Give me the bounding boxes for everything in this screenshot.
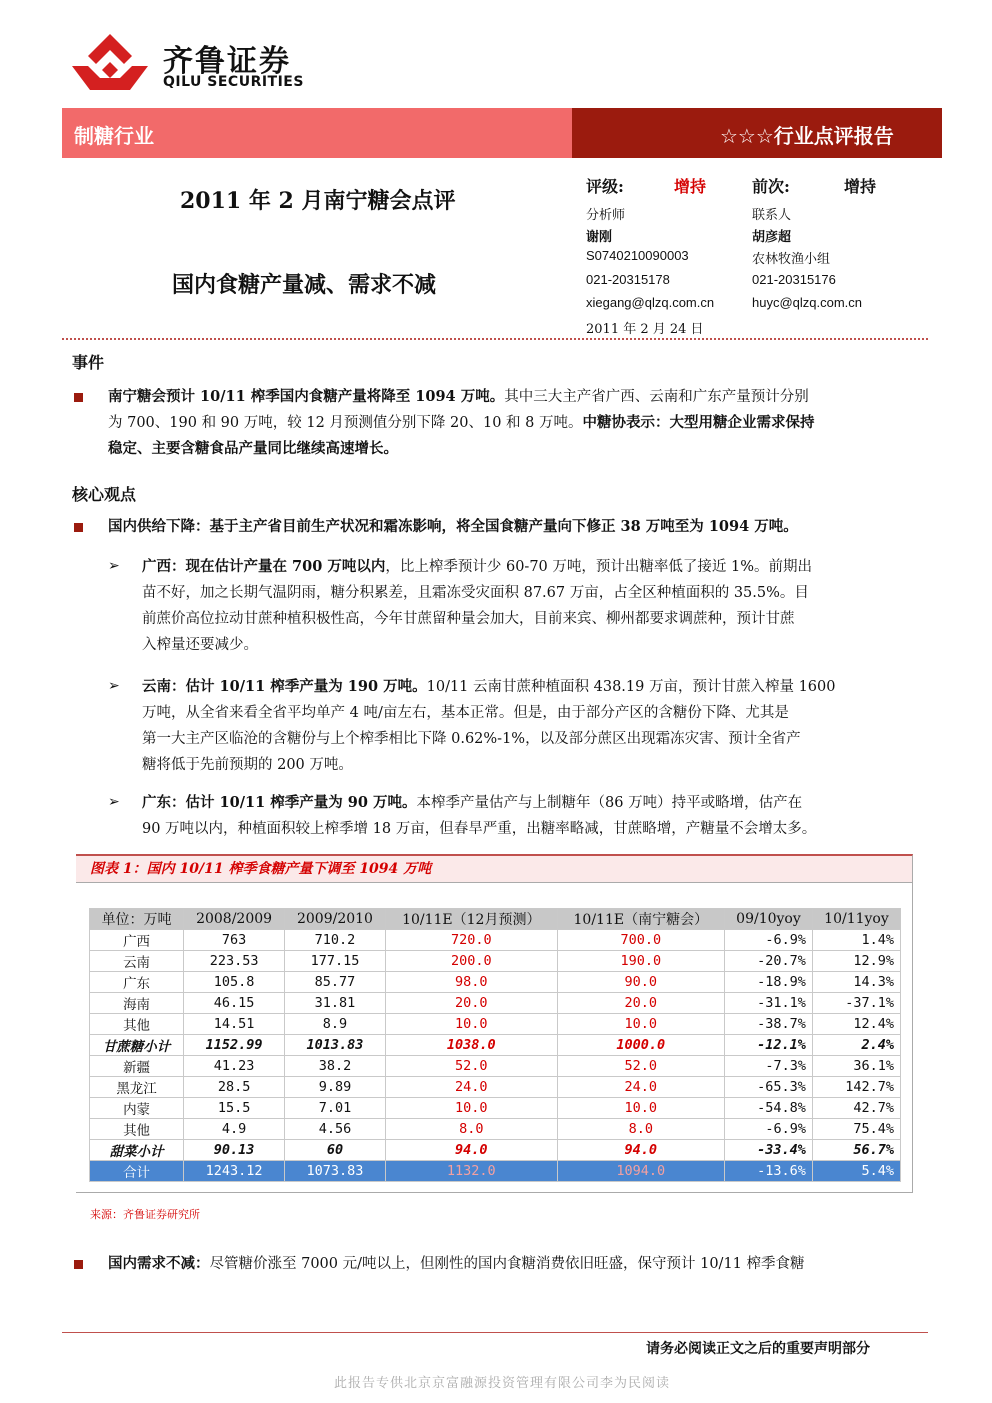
table-row <box>90 1119 901 1140</box>
table-row <box>90 972 901 993</box>
table-cell: 4.56 <box>285 1119 386 1140</box>
table-row-label: 内蒙 <box>90 1098 184 1119</box>
table-row-label: 甘蔗糖小计 <box>90 1035 184 1056</box>
guangdong-bold: 广东：估计 10/11 榨季产量为 90 万吨。 <box>142 794 417 811</box>
events-text-2: 为 700、190 和 90 万吨，较 12 月预测值分别下降 20、10 和 8 万吨。 <box>108 415 583 431</box>
table-row <box>90 1077 901 1098</box>
table-cell: 12.4% <box>812 1014 900 1035</box>
table-row-label: 广东 <box>90 972 184 993</box>
footer-divider <box>62 1332 928 1333</box>
yunnan-text-2: 万吨，从全省来看全省平均单产 4 吨/亩左右，基本正常。但是，由于部分产区的含糖份下降、尤其是 <box>142 705 789 721</box>
yunnan-text-1: 10/11 云南甘蔗种植面积 438.19 万亩，预计甘蔗入榨量 1600 <box>426 679 836 695</box>
table-cell: 1094.0 <box>557 1161 724 1182</box>
table-cell: 42.7% <box>812 1098 900 1119</box>
guangdong-paragraph <box>142 790 928 842</box>
table-cell: 24.0 <box>385 1077 557 1098</box>
table-cell: 710.2 <box>285 930 386 951</box>
table-cell: -6.9% <box>724 1119 812 1140</box>
table-cell: -54.8% <box>724 1098 812 1119</box>
table-cell: -6.9% <box>724 930 812 951</box>
table-cell: 142.7% <box>812 1077 900 1098</box>
analyst-label: 分析师 <box>586 208 626 223</box>
table-cell: -20.7% <box>724 951 812 972</box>
table-cell: 52.0 <box>385 1056 557 1077</box>
table-row <box>90 930 901 951</box>
prev-rating-label: 前次: <box>752 177 790 196</box>
qilu-logo-icon <box>66 32 154 94</box>
table-header-cell: 09/10yoy <box>724 909 812 930</box>
arrow-bullet-icon: ➢ <box>108 678 120 694</box>
table-cell: -37.1% <box>812 993 900 1014</box>
table-cell: 20.0 <box>385 993 557 1014</box>
table-cell: 38.2 <box>285 1056 386 1077</box>
table-row-label: 海南 <box>90 993 184 1014</box>
table-cell: 1152.99 <box>184 1035 285 1056</box>
core-heading: 核心观点 <box>72 485 137 504</box>
table-cell: 90.0 <box>557 972 724 993</box>
report-type-label: ☆☆☆行业点评报告 <box>720 124 894 148</box>
guangxi-text-1: ，比上榨季预计少 60-70 万吨，预计出糖率低了接近 1%。前期出 <box>385 559 813 575</box>
guangxi-text-3: 前蔗价高位拉动甘蔗种植积极性高，今年甘蔗留种量会加大，目前来宾、柳州都要求调蔗种，预计甘蔗 <box>142 611 795 627</box>
table-cell: 8.9 <box>285 1014 386 1035</box>
table-cell: 10.0 <box>385 1014 557 1035</box>
events-text-3: 稳定、主要含糖食品产量同比继续高速增长。 <box>108 440 398 457</box>
brand-name-en: QILU SECURITIES <box>163 74 304 90</box>
table-header-cell: 2008/2009 <box>184 909 285 930</box>
bullet-square-icon <box>74 523 83 532</box>
demand-text: 尽管糖价涨至 7000 元/吨以上，但刚性的国内食糖消费依旧旺盛，保守预计 10/11 榨季食糖 <box>209 1256 805 1272</box>
events-paragraph <box>108 384 928 462</box>
table-cell: 1132.0 <box>385 1161 557 1182</box>
rating-label: 评级: <box>586 177 624 196</box>
table-cell: 720.0 <box>385 930 557 951</box>
table-cell: -65.3% <box>724 1077 812 1098</box>
table-row <box>90 951 901 972</box>
arrow-bullet-icon: ➢ <box>108 558 120 574</box>
yunnan-paragraph <box>142 674 928 778</box>
footer-watermark: 此报告专供北京京富融源投资管理有限公司李为民阅读 <box>334 1376 671 1391</box>
table-cell: 2.4% <box>812 1035 900 1056</box>
table-cell: -18.9% <box>724 972 812 993</box>
yunnan-text-4: 糖将低于先前预期的 200 万吨。 <box>142 757 353 773</box>
table-cell: -13.6% <box>724 1161 812 1182</box>
table-row-label: 甜菜小计 <box>90 1140 184 1161</box>
table-cell: 1073.83 <box>285 1161 386 1182</box>
guangdong-text-1: 本榨季产量估产与上制糖年（86 万吨）持平或略增，估产在 <box>416 795 803 811</box>
table-cell: 1000.0 <box>557 1035 724 1056</box>
table-cell: 223.53 <box>184 951 285 972</box>
bullet-square-icon <box>74 1260 83 1269</box>
table-row <box>90 1056 901 1077</box>
demand-bold: 国内需求不减： <box>108 1255 210 1272</box>
contact-name: 胡彦超 <box>752 230 792 245</box>
table-header-cell: 10/11E（12月预测） <box>385 909 557 930</box>
table-cell: 60 <box>285 1140 386 1161</box>
contact-email[interactable]: huyc@qlzq.com.cn <box>752 295 863 310</box>
table-cell: 763 <box>184 930 285 951</box>
guangxi-paragraph <box>142 554 928 658</box>
supply-paragraph: 国内供给下降：基于主产省目前生产状况和霜冻影响，将全国食糖产量向下修正 38 万吨至为 1094 万吨。 <box>108 518 798 535</box>
guangxi-text-4: 入榨量还要减少。 <box>142 637 258 653</box>
contact-label: 联系人 <box>752 208 792 223</box>
contact-group: 农林牧渔小组 <box>752 252 831 267</box>
table-cell: 1013.83 <box>285 1035 386 1056</box>
table-cell: -33.4% <box>724 1140 812 1161</box>
table-row-label: 其他 <box>90 1014 184 1035</box>
analyst-phone: 021-20315178 <box>586 272 670 287</box>
table-cell: -31.1% <box>724 993 812 1014</box>
table-cell: 46.15 <box>184 993 285 1014</box>
rating-value: 增持 <box>674 177 707 196</box>
guangxi-bold: 广西：现在估计产量在 700 万吨以内 <box>142 558 386 575</box>
table-cell: 41.23 <box>184 1056 285 1077</box>
industry-label: 制糖行业 <box>74 124 154 148</box>
demand-paragraph <box>108 1251 928 1277</box>
figure-source: 来源：齐鲁证券研究所 <box>90 1208 200 1221</box>
report-title: 2011 年 2 月南宁糖会点评 <box>180 188 456 214</box>
table-header-row <box>90 909 901 930</box>
table-cell: 200.0 <box>385 951 557 972</box>
table-cell: 85.77 <box>285 972 386 993</box>
events-bold-2: 中糖协表示：大型用糖企业需求保持 <box>582 414 815 431</box>
brand-name-cn: 齐鲁证券 <box>163 44 291 79</box>
table-cell: 56.7% <box>812 1140 900 1161</box>
guangdong-text-2: 90 万吨以内，种植面积较上榨季增 18 万亩，但春旱严重，出糖率略减，甘蔗略增，产糖量不会增太多。 <box>142 821 817 837</box>
analyst-name: 谢刚 <box>586 230 613 245</box>
table-cell: 8.0 <box>557 1119 724 1140</box>
table-cell: 14.3% <box>812 972 900 993</box>
table-cell: 14.51 <box>184 1014 285 1035</box>
table-cell: 94.0 <box>385 1140 557 1161</box>
table-cell: -12.1% <box>724 1035 812 1056</box>
table-cell: 94.0 <box>557 1140 724 1161</box>
yunnan-bold: 云南：估计 10/11 榨季产量为 190 万吨。 <box>142 678 427 695</box>
table-cell: 1.4% <box>812 930 900 951</box>
table-cell: 9.89 <box>285 1077 386 1098</box>
table-header-cell: 10/11E（南宁糖会） <box>557 909 724 930</box>
analyst-cert: S0740210090003 <box>586 248 689 263</box>
arrow-bullet-icon: ➢ <box>108 794 120 810</box>
report-date: 2011 年 2 月 24 日 <box>586 322 704 337</box>
table-cell: 20.0 <box>557 993 724 1014</box>
table-row-label: 新疆 <box>90 1056 184 1077</box>
table-cell: 24.0 <box>557 1077 724 1098</box>
table-cell: 15.5 <box>184 1098 285 1119</box>
table-row-label: 云南 <box>90 951 184 972</box>
table-cell: 8.0 <box>385 1119 557 1140</box>
bullet-square-icon <box>74 393 83 402</box>
table-cell: 75.4% <box>812 1119 900 1140</box>
sugar-production-table <box>89 908 901 1182</box>
table-cell: 1038.0 <box>385 1035 557 1056</box>
yunnan-text-3: 第一大主产区临沧的含糖份与上个榨季相比下降 0.62%-1%，以及部分蔗区出现霜冻灾害、预计全省产 <box>142 731 801 747</box>
table-cell: 28.5 <box>184 1077 285 1098</box>
events-bold-1: 南宁糖会预计 10/11 榨季国内食糖产量将降至 1094 万吨。 <box>108 388 505 405</box>
table-cell: 700.0 <box>557 930 724 951</box>
table-row <box>90 993 901 1014</box>
guangxi-text-2: 苗不好，加之长期气温阴雨，糖分积累差，且霜冻受灾面积 87.67 万亩，占全区种植面积的 35.5%。目 <box>142 585 809 601</box>
table-subtotal-row <box>90 1035 901 1056</box>
table-row-label: 广西 <box>90 930 184 951</box>
table-cell: 10.0 <box>557 1014 724 1035</box>
table-row-label: 黑龙江 <box>90 1077 184 1098</box>
analyst-email[interactable]: xiegang@qlzq.com.cn <box>586 295 715 310</box>
prev-rating-value: 增持 <box>844 177 877 196</box>
table-cell: 5.4% <box>812 1161 900 1182</box>
table-cell: 12.9% <box>812 951 900 972</box>
table-cell: 36.1% <box>812 1056 900 1077</box>
table-cell: 98.0 <box>385 972 557 993</box>
table-cell: 177.15 <box>285 951 386 972</box>
footer-notice: 请务必阅读正文之后的重要声明部分 <box>646 1341 870 1357</box>
table-cell: -7.3% <box>724 1056 812 1077</box>
table-header-cell: 10/11yoy <box>812 909 900 930</box>
table-cell: 10.0 <box>385 1098 557 1119</box>
table-row <box>90 1098 901 1119</box>
events-heading: 事件 <box>72 353 105 372</box>
table-cell: 52.0 <box>557 1056 724 1077</box>
table-cell: 10.0 <box>557 1098 724 1119</box>
table-cell: 90.13 <box>184 1140 285 1161</box>
contact-phone: 021-20315176 <box>752 272 836 287</box>
table-header-cell: 2009/2010 <box>285 909 386 930</box>
table-header-cell: 单位：万吨 <box>90 909 184 930</box>
table-row <box>90 1014 901 1035</box>
table-cell: 1243.12 <box>184 1161 285 1182</box>
figure-caption: 图表 1：国内 10/11 榨季食糖产量下调至 1094 万吨 <box>90 861 432 877</box>
table-cell: 31.81 <box>285 993 386 1014</box>
events-text-1: 其中三大主产省广西、云南和广东产量预计分别 <box>504 389 809 405</box>
table-cell: 190.0 <box>557 951 724 972</box>
report-subtitle: 国内食糖产量减、需求不减 <box>172 272 437 298</box>
table-row-label: 其他 <box>90 1119 184 1140</box>
table-cell: 105.8 <box>184 972 285 993</box>
table-cell: -38.7% <box>724 1014 812 1035</box>
table-row-label: 合计 <box>90 1161 184 1182</box>
table-cell: 4.9 <box>184 1119 285 1140</box>
header-divider <box>62 338 928 340</box>
table-subtotal-row <box>90 1140 901 1161</box>
table-cell: 7.01 <box>285 1098 386 1119</box>
table-total-row <box>90 1161 901 1182</box>
